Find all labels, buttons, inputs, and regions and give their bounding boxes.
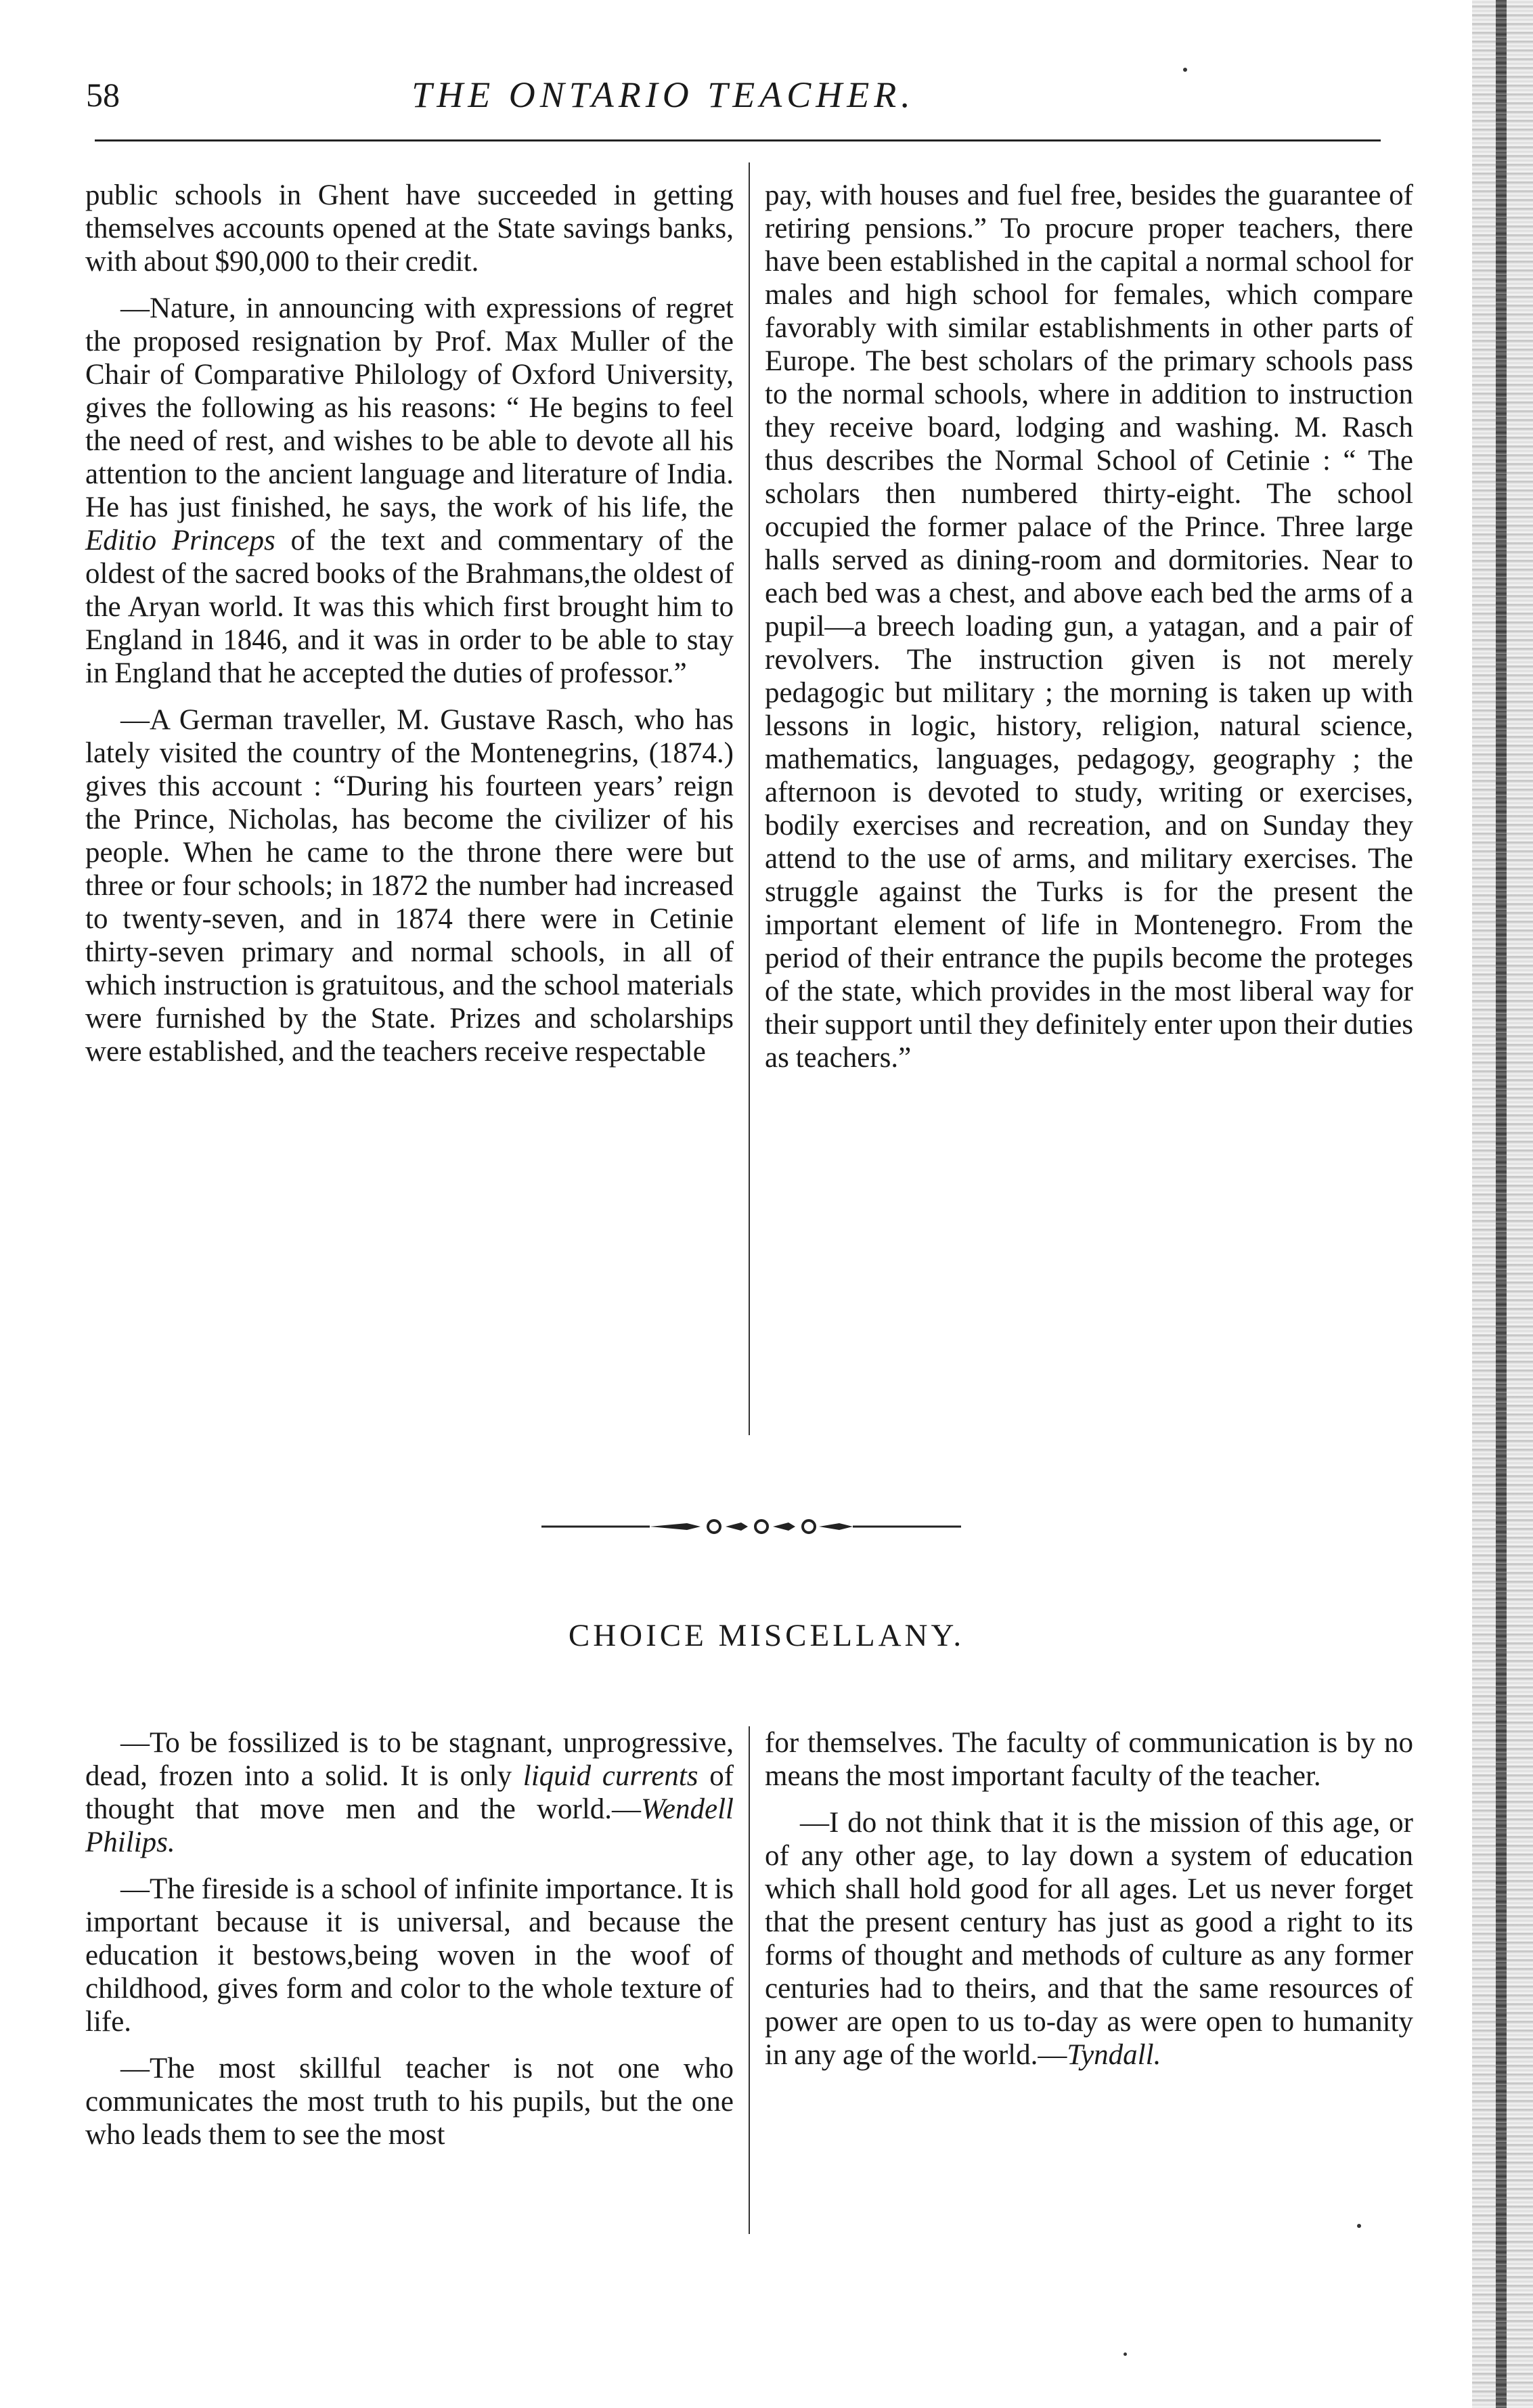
page-number: 58: [86, 76, 120, 114]
paragraph-skillful-teacher: —The most skillful teacher is not one who communicates the most truth to his pupils, but the one who leads them to see the most: [85, 2053, 734, 2151]
paragraph-mission-of-age: [765, 1806, 1413, 2072]
section-heading: CHOICE MISCELLANY.: [568, 1618, 965, 1653]
paragraph-text: of thought that move men and the world.—: [85, 1760, 734, 1825]
paragraph-text: —Nature, in announcing with expressions of regret the proposed resignation by Prof. Max Muller of the Chair of Comparative Philology of Oxford University, gives the following as his reasons: “ He begins to feel the need of rest, and wishes to be able to devote all his attention to the ancient language and literature of India. He has just finished, he says, the work of his life, the: [85, 292, 734, 523]
paragraph-faculty: for themselves. The faculty of communication is by no means the most important faculty of the teacher.: [765, 1727, 1413, 1792]
page-binding-line: [1496, 0, 1507, 2408]
paragraph-fireside: —The fireside is a school of infinite importance. It is important because it is universal, and because the education it bestows,being woven in the woof of childhood, gives form and color to the whole texture of life.: [85, 1873, 734, 2038]
column-bottom-left: [85, 1726, 734, 2151]
author-attribution: Tyndall.: [1067, 2039, 1161, 2071]
ornament-divider: [541, 1516, 961, 1537]
column-bottom-right: [765, 1726, 1413, 2072]
paragraph-text: —To be fossilized is to be stagnant, unprogressive, dead, frozen into a solid. It is only: [85, 1727, 734, 1792]
paragraph-gustave-rasch: —A German traveller, M. Gustave Rasch, who has lately visited the country of the Montenegrins, (1874.) gives this account : “During his fourteen years’ reign the Prince, Nicholas, has become the civilizer of his people. When he came to the throne there were but three or four schools; in 1872 the number had increased to twenty-seven, and in 1874 there were in Cetinie thirty-seven primary and normal schools, in all of which instruction is gratuitous, and the school materials were furnished by the State. Prizes and scholarships were established, and the teachers receive respectable: [85, 704, 734, 1068]
paragraph-montenegro-schools: pay, with houses and fuel free, besides the guarantee of retiring pensions.” To procure proper teachers, there have been established in the capital a normal school for males and high school for females, which compare favorably with similar establishments in other parts of Europe. The best scholars of the primary schools pass to the normal schools, where in addition to instruction they receive board, lodging and washing. M. Rasch thus describes the Normal School of Cetinie : “ The scholars then numbered thirty-eight. The school occupied the former palace of the Prince. Three large halls served as dining-room and dormitories. Near to each bed was a chest, and above each bed the arms of a pupil—a breech loading gun, a yatagan, and a pair of revolvers. The instruction given is not merely pedagogic but military ; the morning is taken up with lessons in logic, history, religion, natural science, mathematics, languages, pedagogy, geography ; the afternoon is devoted to study, writing or exercises, bodily exercises and recreation, and on Sunday they attend to the use of arms, and military exercises. The struggle against the Turks is for the present the important element of life in Montenegro. From the period of their entrance the pupils become the proteges of the state, which provides in the most liberal way for their support until they definitely enter upon their duties as teachers.”: [765, 179, 1413, 1074]
column-divider-top: [749, 162, 750, 1435]
paragraph-ghent-schools: public schools in Ghent have succeeded in getting themselves accounts opened at the State savings banks, with about $90,000 to their credit.: [85, 179, 734, 278]
paragraph-text: of the text and commentary of the oldest of the sacred books of the Brahmans,the oldest of the Aryan world. It was this which first brought him to England in 1846, and it was in order to be able to stay in England that he accepted the duties of professor.”: [85, 525, 734, 689]
header-rule: [95, 139, 1381, 141]
italic-phrase: liquid currents: [523, 1760, 698, 1792]
italic-title: Editio Princeps: [85, 525, 275, 556]
column-divider-bottom: [749, 1726, 750, 2234]
column-top-left: [85, 179, 734, 1068]
paragraph-fossilized: [85, 1726, 734, 1859]
running-title: THE ONTARIO TEACHER.: [412, 74, 915, 115]
print-speck: [1357, 2224, 1361, 2228]
print-speck: [1124, 2352, 1127, 2356]
column-top-right: [765, 179, 1413, 1074]
author-attribution: Wendell Philips.: [85, 1793, 734, 1858]
print-speck: [1183, 68, 1187, 72]
paragraph-max-muller: [85, 292, 734, 690]
paragraph-text: —I do not think that it is the mission of this age, or of any other age, to lay down a system of education which shall hold good for all ages. Let us never forget that the present century has just as good a right to its forms of thought and methods of culture as any former centuries had to theirs, and that the same resources of power are open to us to-day as were open to humanity in any age of the world.—: [765, 1807, 1413, 2071]
